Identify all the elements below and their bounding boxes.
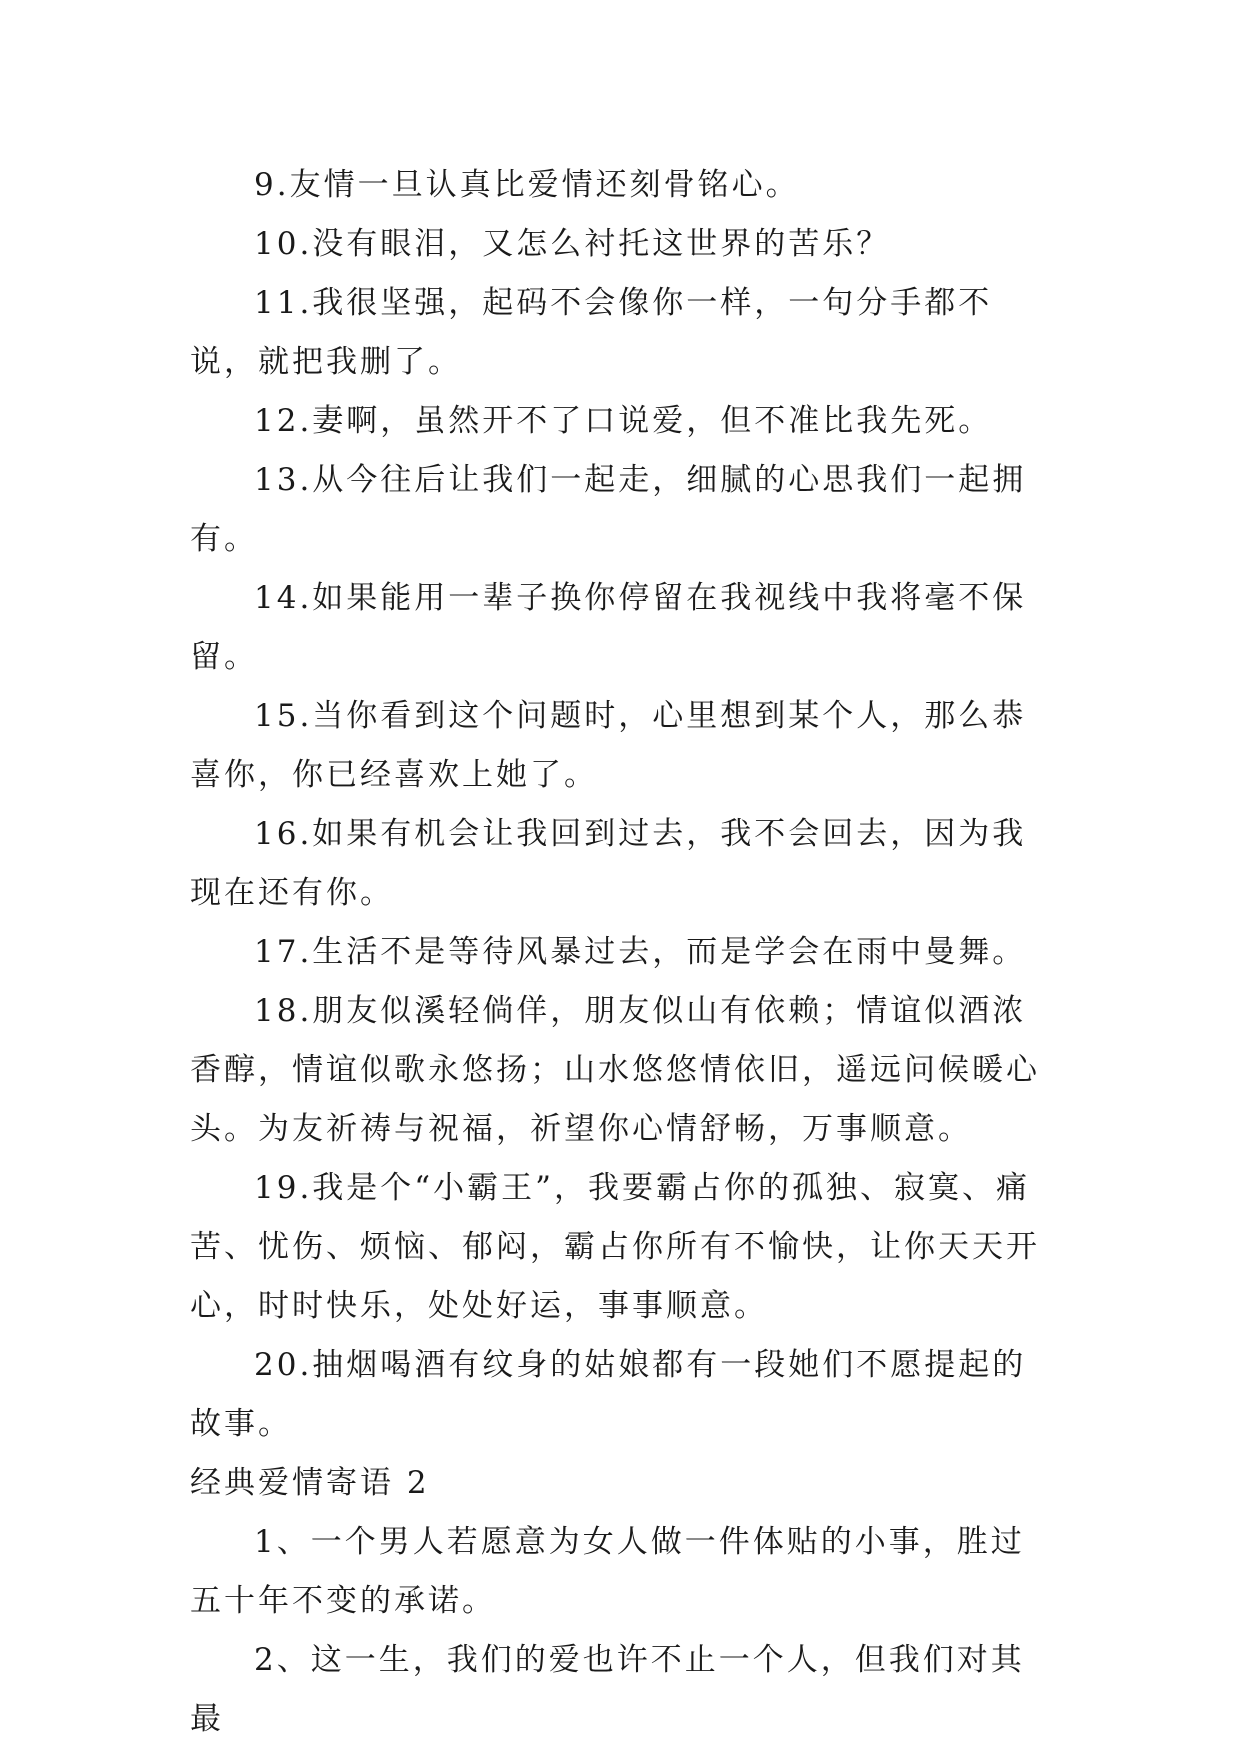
list-item: 12.妻啊，虽然开不了口说爱，但不准比我先死。 <box>254 403 993 439</box>
list-item: 18.朋友似溪轻倘佯，朋友似山有依赖；情谊似酒浓香醇，情谊似歌永悠扬；山水悠悠情依旧，遥远问候暖心头。为友祈祷与祝福，祈望你心情舒畅，万事顺意。 <box>190 993 1040 1147</box>
list-item: 14.如果能用一辈子换你停留在我视线中我将毫不保留。 <box>190 580 1027 675</box>
section-heading: 经典爱情寄语 2 <box>190 1465 430 1501</box>
list-item: 20.抽烟喝酒有纹身的姑娘都有一段她们不愿提起的故事。 <box>190 1347 1027 1442</box>
list-item: 15.当你看到这个问题时，心里想到某个人，那么恭喜你，你已经喜欢上她了。 <box>190 698 1027 793</box>
list-item: 16.如果有机会让我回到过去，我不会回去，因为我现在还有你。 <box>190 816 1027 911</box>
list-item: 2、这一生，我们的爱也许不止一个人，但我们对其最 <box>190 1642 1025 1737</box>
list-item: 19.我是个“小霸王”，我要霸占你的孤独、寂寞、痛苦、忧伤、烦恼、郁闷，霸占你所有不愉快，让你天天开心，时时快乐，处处好运，事事顺意。 <box>190 1170 1040 1324</box>
list-item: 9.友情一旦认真比爱情还刻骨铭心。 <box>254 167 800 203</box>
list-item: 10.没有眼泪，又怎么衬托这世界的苦乐？ <box>254 226 891 262</box>
list-item: 11.我很坚强，起码不会像你一样，一句分手都不说，就把我删了。 <box>190 285 993 380</box>
list-item: 13.从今往后让我们一起走，细腻的心思我们一起拥有。 <box>190 462 1027 557</box>
document-body <box>190 156 1050 1749</box>
list-item: 1、一个男人若愿意为女人做一件体贴的小事，胜过五十年不变的承诺。 <box>190 1524 1025 1619</box>
list-item: 17.生活不是等待风暴过去，而是学会在雨中曼舞。 <box>254 934 1027 970</box>
